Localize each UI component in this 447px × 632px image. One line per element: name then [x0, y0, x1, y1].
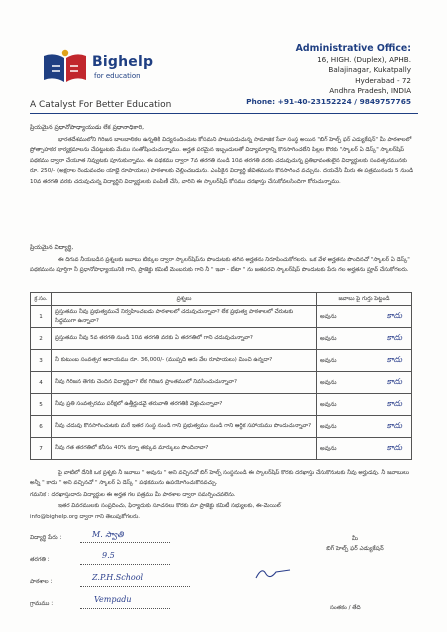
table-row	[31, 438, 412, 460]
tagline: A Catalyst For Better Education	[30, 100, 172, 110]
eligibility-table	[30, 292, 412, 460]
brand-subtitle: for education	[94, 72, 141, 80]
school-line	[80, 586, 190, 587]
row-question: నీవు గిరిజన తెగకు చెందిన విద్యార్థివా? లేక గిరిజన ప్రాంతములో నివసించుచున్నావా?	[52, 372, 317, 394]
row-question: నీవు చదువు కొనసాగించుటకు మరే ఇతర సంస్థ నుండి గాని ప్రభుత్వము నుండి గాని ఆర్థిక సహాయము పొందుచున్నావా?	[52, 416, 317, 438]
row-number: 5	[31, 394, 52, 416]
class-label: తరగతి :	[30, 557, 50, 563]
table-row	[31, 306, 412, 328]
office-line: Balajinagar, Kukatpally	[328, 65, 411, 75]
answer-mark-handwritten: కాదు	[386, 421, 402, 430]
submission-note: గమనిక : దరఖాస్తుదారు విద్యార్థుల ఈ అర్హత గల పత్రము మీ పాఠశాల ద్వారా సమర్పించవలెను.	[30, 492, 236, 498]
answer-yes[interactable]: అవును	[320, 379, 337, 386]
answer-yes[interactable]: అవును	[320, 357, 337, 364]
answer-cell[interactable]	[317, 394, 412, 416]
table-row	[31, 372, 412, 394]
row-question: ప్రస్తుతము నీవు ప్రభుత్వముచే నిర్వహించబడు పాఠశాలలో చదువుచున్నావా? లేక ప్రభుత్వ పాఠశాలలో చేరుటకు సిద్ధముగా ఉన్నావా?	[52, 306, 317, 328]
bighelp-logo-icon	[40, 48, 90, 86]
answer-mark-handwritten: కాదు	[386, 311, 402, 320]
row-number: 2	[31, 328, 52, 350]
school-value[interactable]: Z.P.H.School	[92, 573, 144, 582]
row-question: నీవు ప్రతి సంవత్సరము పరీక్షలో ఉత్తీర్ణుడవై తరువాతి తరగతికి వెళ్లుచున్నావా?	[52, 394, 317, 416]
answer-mark-handwritten: కాదు	[386, 443, 402, 452]
answer-yes[interactable]: అవును	[320, 313, 337, 320]
row-number: 6	[31, 416, 52, 438]
answer-cell[interactable]	[317, 438, 412, 460]
row-number: 3	[31, 350, 52, 372]
contact-note: ఇతర వివరములకు సంప్రదించు, ఫిర్యాదుకు సూచనలు కొరకు మా ప్రాజెక్టు కమిటీ సభ్యులకు, ఈ-మెయిల్	[58, 503, 281, 509]
answer-yes[interactable]: అవును	[320, 445, 337, 452]
answer-yes[interactable]: అవును	[320, 335, 337, 342]
row-number: 1	[31, 306, 52, 328]
table-header-row	[31, 293, 412, 306]
greeting-student: ప్రియమైన విద్యార్థి,	[30, 244, 74, 251]
answer-cell[interactable]	[317, 306, 412, 328]
greeting-headmaster: ప్రియమైన ప్రధానోపాధ్యాయుడు లేక ప్రధానాధికారి,	[30, 124, 145, 131]
row-question: ప్రస్తుతము నీవు 5వ తరగతి నుండి 10వ తరగతి వరకు ఏ తరగతిలో గాని చదువుచున్నావా?	[52, 328, 317, 350]
class-value[interactable]: 9.5	[102, 551, 115, 560]
column-header-answer: జవాబు పై గుర్తు పెట్టండి	[317, 293, 412, 306]
column-header-number: క్ర.సం.	[31, 293, 52, 306]
village-line	[80, 608, 170, 609]
office-phone: Phone: +91-40-23152224 / 9849757765	[246, 96, 411, 106]
table-row	[31, 350, 412, 372]
office-title: Administrative Office:	[295, 43, 411, 54]
answer-cell[interactable]	[317, 328, 412, 350]
org-name: బిగ్ హెల్ప్ ఫర్ ఎడ్యుకేషన్	[326, 546, 384, 552]
column-header-question: ప్రశ్నలు	[52, 293, 317, 306]
student-paragraph: ఈ దిగువ నీయబడిన ప్రశ్నలకు జవాబు టిక్కుల ద్వారా స్కాలర్‌షిప్‌ను పొందుటకు తగిన అర్హతను నిరూపించుకోగలరు. ఒక వేళ అర్హతను పొందినచో "స్కాలర్ ఏ డెస్క్" పథకమును పూర్తిగా నీ ప్రధానోపాధ్యాయునికి గాని, ప్రాజెక్టు కమిటీ మెంబరుకు గాని నీ " ఇవా - బేటా " ను జతపరచి స్కాలర్‌షిప్ పొందుటకు పేరు గల అర్హతను ప్రూవ్ చేసుకోగలరు.	[30, 257, 410, 274]
office-line: 16, HIGH. (Duplex), APHB.	[317, 54, 411, 64]
student-name-value[interactable]: M. స్వాతి	[92, 530, 124, 539]
office-line: Hyderabad - 72	[355, 75, 411, 85]
table-row	[31, 394, 412, 416]
row-question: నీ కుటుంబ సంవత్సర ఆదాయము రూ. 36,000/- (ముప్పది ఆరు వేల రూపాయలు) మించి ఉన్నదా?	[52, 350, 317, 372]
student-name-line	[80, 542, 170, 543]
village-label: గ్రామము :	[30, 601, 54, 607]
org-line: మీ	[351, 536, 359, 542]
table-row	[31, 416, 412, 438]
answer-yes[interactable]: అవును	[320, 423, 337, 430]
row-number: 7	[31, 438, 52, 460]
header-divider	[30, 113, 418, 114]
intro-paragraph: భారతదేశములోని గిరిజన బాలబాలికల ఉన్నతికి విద్యనందించుట కోసమని పాటుపడుచున్న సామాజిక సేవా సంస్థ అయిన "బిగ్ హెల్ప్ ఫర్ ఎడ్యుకేషన్" మీ పాఠశాలలో ప్రోత్సాహకర కార్యక్రమాలను చేపట్టుటకు మేము సంతోషించుచున్నాము. అర్హత పరమైన ఇబ్బందులతో విద్యామార్గాన్ని కొనసాగించలేని పిల్లల కొరకు "స్కాలర్ ఏ డెస్క్" స్కాలర్‌షిప్ పథకము ద్వారా చేయూత నివ్వుటకు పూనుకున్నాము. ఈ పథకము ద్వారా 7వ తరగతి నుండి 10వ తరగతి వరకు చదువుచున్న ప్రతిభావంతులైన విద్యార్థులకు సంవత్సరమునకు రూ. 250/- (అక్షరాల రెండువందల యాభై రూపాయలు) పాఠశాలకు చెల్లించబడును. ఎంపికైన విద్యార్థి జీవితమును కొనసాగించ వచ్చును. దయచేసి మీరు ఈ పత్రమునందు 5 నుండి 10వ తరగతి వరకు చదువుచున్న విద్యార్థిని విద్యార్థులకు పంపిణీ చేసి, వారిని ఈ స్కాలర్‌షిప్ కోసము దరఖాస్తు చేసుకోవలసిందిగా కోరుచున్నాము.	[30, 137, 414, 185]
school-label: పాఠశాల :	[30, 579, 53, 585]
answer-cell[interactable]	[317, 372, 412, 394]
table-row	[31, 328, 412, 350]
office-address	[231, 44, 411, 108]
answer-cell[interactable]	[317, 416, 412, 438]
answer-mark-handwritten: కాదు	[386, 377, 402, 386]
organization-signoff	[300, 534, 410, 554]
brand-name: Bighelp	[92, 54, 154, 70]
answer-mark-handwritten: కాదు	[386, 355, 402, 364]
student-name-label: విద్యార్థి పేరు :	[30, 535, 62, 541]
signature-mark-icon	[254, 562, 294, 582]
answer-mark-handwritten: కాదు	[386, 333, 402, 342]
office-line: Andhra Pradesh, INDIA	[329, 86, 411, 96]
village-value[interactable]: Vempadu	[94, 595, 132, 604]
answer-cell[interactable]	[317, 350, 412, 372]
answer-yes[interactable]: అవును	[320, 401, 337, 408]
eligibility-note: పై వాటిలో దేనికి ఒక ప్రశ్నకు నీ జవాబు " అవును " అని వచ్చినచో బిగ్ హెల్ప్ సంస్థనుండి ఈ స్కాలర్‌షిప్ కొరకు దరఖాస్తు చేసుకొనుటకు నీవు అర్హుడవు. నీ జవాబులు అన్నీ " కాదు " అని వచ్చినచో " స్కాలర్ ఏ డెస్క్ " పథకమును ఉపయోగించుకొనవచ్చు.	[30, 470, 410, 487]
row-question: నీవు గత తరగతిలో కనీసం 40% కన్నా తక్కువ మార్కులు పొందినావా?	[52, 438, 317, 460]
row-number: 4	[31, 372, 52, 394]
class-line	[80, 564, 170, 565]
email-note: info@bighelp.org ద్వారా గాని తెలుపుకోగలరు.	[30, 514, 141, 520]
answer-mark-handwritten: కాదు	[386, 399, 402, 408]
signature-date-label: సంతకం / తేది	[330, 605, 361, 611]
